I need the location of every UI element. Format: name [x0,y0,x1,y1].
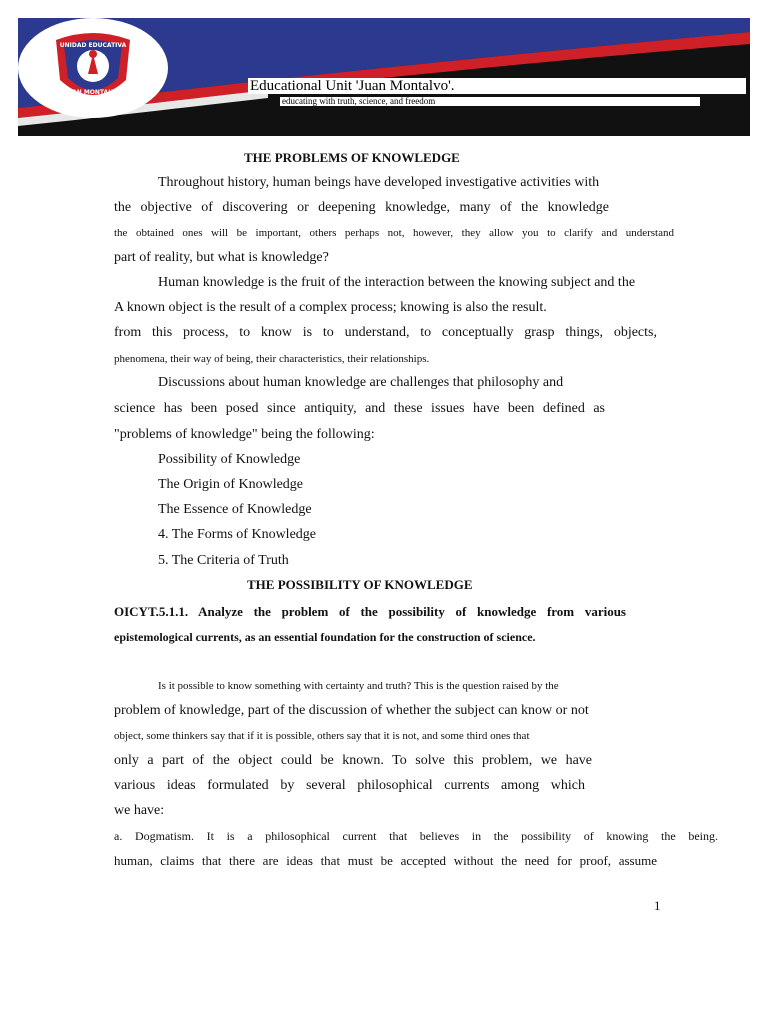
section-title: THE POSSIBILITY OF KNOWLEDGE [247,577,473,592]
paragraph-line: science has been posed since antiquity, and these issues have been defined as [114,401,605,416]
paragraph-line: Discussions about human knowledge are challenges that philosophy and [158,375,564,390]
svg-text:JUAN MONTALVO: JUAN MONTALVO [65,89,121,96]
paragraph-line: problem of knowledge, part of the discussion of whether the subject can know or not [114,703,589,718]
paragraph-line: we have: [114,803,165,818]
paragraph-line: various ideas formulated by several philosophical currents among which [114,778,585,793]
list-item: 5. The Criteria of Truth [158,553,289,568]
section-title: THE PROBLEMS OF KNOWLEDGE [244,150,460,165]
list-item: Possibility of Knowledge [158,452,301,467]
page-number: 1 [654,898,661,913]
school-motto: educating with truth, science, and freedom [280,97,700,106]
objective-line: OICYT.5.1.1. Analyze the problem of the possibility of knowledge from various [114,604,626,619]
paragraph-line: part of reality, but what is knowledge? [114,250,329,265]
paragraph-line: object, some thinkers say that if it is possible, others say that it is not, and some third ones that [114,730,530,742]
paragraph-line: the objective of discovering or deepening knowledge, many of the knowledge [114,200,609,215]
school-name: Educational Unit 'Juan Montalvo'. [248,78,746,94]
paragraph-line: phenomena, their way of being, their characteristics, their relationships. [114,353,430,365]
svg-text:UNIDAD EDUCATIVA: UNIDAD EDUCATIVA [59,42,127,49]
paragraph-line: human, claims that there are ideas that must be accepted without the need for proof, assume [114,853,657,868]
paragraph-line: from this process, to know is to understand, to conceptually grasp things, objects, [114,325,657,340]
paragraph-line: only a part of the object could be known. To solve this problem, we have [114,753,592,768]
list-item: The Essence of Knowledge [158,502,312,517]
paragraph-line: Human knowledge is the fruit of the interaction between the knowing subject and the [158,275,636,290]
paragraph-line: Throughout history, human beings have developed investigative activities with [158,175,600,190]
paragraph-line: Is it possible to know something with certainty and truth? This is the question raised by the [158,680,559,692]
list-item: 4. The Forms of Knowledge [158,527,316,542]
list-item: The Origin of Knowledge [158,477,304,492]
paragraph-line: A known object is the result of a complex process; knowing is also the result. [114,300,547,315]
paragraph-line: "problems of knowledge" being the following: [114,427,375,442]
paragraph-line: a. Dogmatism. It is a philosophical current that believes in the possibility of knowing the being. [114,829,718,843]
paragraph-line: the obtained ones will be important, others perhaps not, however, they allow you to clarify and understand [114,227,674,239]
objective-line: epistemological currents, as an essential foundation for the construction of science. [114,630,536,644]
